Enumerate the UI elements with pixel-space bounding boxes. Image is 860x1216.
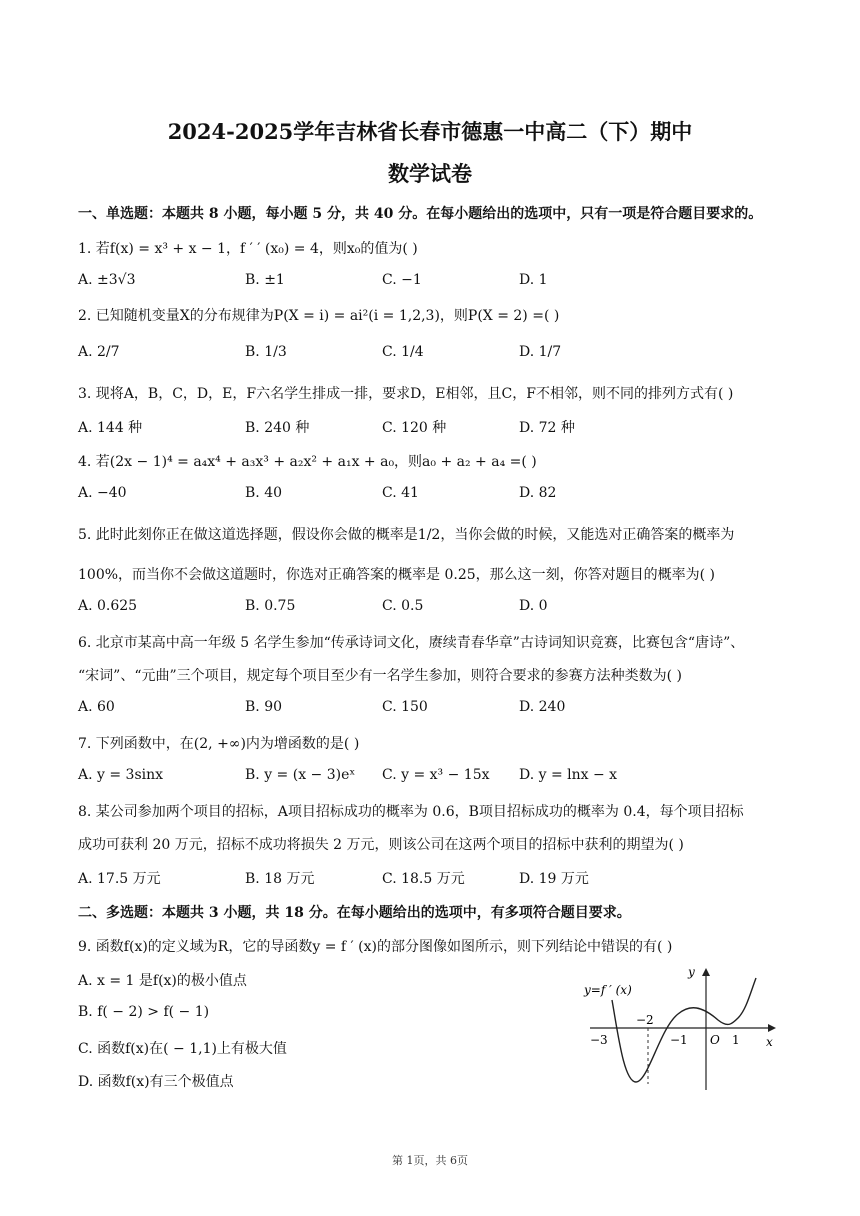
section-heading-single-choice: 一、单选题：本题共 8 小题，每小题 5 分，共 40 分。在每小题给出的选项中，只有一项是符合题目要求的。	[78, 206, 763, 222]
option-a: A. 17.5 万元	[78, 871, 161, 887]
option-c: C. 150	[382, 699, 428, 715]
option-b: B. 1/3	[245, 344, 287, 360]
x-axis-arrow-icon	[768, 1024, 776, 1032]
option-c: C. 1/4	[382, 344, 424, 360]
option-a: A. ±3√3	[78, 272, 136, 288]
option-d: D. 1	[519, 272, 548, 288]
option-c: C. 18.5 万元	[382, 871, 465, 887]
option-b: B. y = (x − 3)eˣ	[245, 767, 356, 783]
tick-label: −2	[636, 1013, 654, 1027]
tick-label: −1	[670, 1033, 688, 1047]
question-stem: 2. 已知随机变量X的分布规律为P(X = i) = ai²(i = 1,2,3)，则P(X = 2) =( )	[78, 308, 560, 324]
page-subtitle: 数学试卷	[388, 161, 472, 186]
option-a: A. 2/7	[78, 344, 120, 360]
option-b: B. 90	[245, 699, 283, 715]
question-stem: 1. 若f(x) = x³ + x − 1，f ′ ′ (x₀) = 4，则x₀的值为( )	[78, 241, 418, 257]
page-title: 2024-2025学年吉林省长春市德惠一中高二（下）期中	[167, 119, 693, 144]
tick-label: −3	[590, 1033, 608, 1047]
question-stem-continued: 100%，而当你不会做这道题时，你选对正确答案的概率是 0.25，那么这一刻，你答对题目的概率为( )	[78, 567, 716, 583]
curve-label: y=f ′ (x)	[584, 983, 632, 997]
option-d: D. 0	[519, 598, 548, 614]
question-stem: 7. 下列函数中，在(2, +∞)内为增函数的是( )	[78, 736, 360, 752]
option-c: C. −1	[382, 272, 422, 288]
option-d: D. 19 万元	[519, 871, 589, 887]
option-c: C. 41	[382, 485, 419, 501]
option-a: A. 0.625	[78, 598, 138, 614]
option-d: D. 240	[519, 699, 566, 715]
option-a: A. x = 1 是f(x)的极小值点	[78, 973, 247, 989]
option-d: D. 函数f(x)有三个极值点	[78, 1074, 234, 1090]
option-d: D. 1/7	[519, 344, 562, 360]
question-stem: 4. 若(2x − 1)⁴ = a₄x⁴ + a₃x³ + a₂x² + a₁x + a₀，则a₀ + a₂ + a₄ =( )	[78, 454, 537, 470]
y-axis-label: y	[688, 965, 695, 979]
question-stem: 5. 此时此刻你正在做这道选择题，假设你会做的概率是1/2，当你会做的时候，又能选对正确答案的概率为	[78, 527, 735, 543]
option-c: C. 函数f(x)在( − 1,1)上有极大值	[78, 1041, 287, 1057]
option-b: B. 240 种	[245, 420, 310, 436]
option-c: C. y = x³ − 15x	[382, 767, 490, 783]
derivative-curve	[612, 978, 756, 1082]
option-b: B. 40	[245, 485, 283, 501]
option-b: B. ±1	[245, 272, 285, 288]
question-stem: 3. 现将A，B，C，D，E，F六名学生排成一排，要求D，E相邻，且C，F不相邻，则不同的排列方式有( )	[78, 386, 734, 402]
question-stem: 8. 某公司参加两个项目的招标，A项目招标成功的概率为 0.6，B项目招标成功的概率为 0.4，每个项目招标	[78, 804, 744, 820]
option-c: C. 0.5	[382, 598, 424, 614]
option-d: D. y = lnx − x	[519, 767, 618, 783]
option-b: B. 0.75	[245, 598, 296, 614]
option-c: C. 120 种	[382, 420, 447, 436]
x-axis-label: x	[766, 1035, 773, 1049]
option-d: D. 72 种	[519, 420, 575, 436]
page-footer: 第 1页，共 6页	[392, 1154, 468, 1167]
y-axis-arrow-icon	[702, 968, 710, 976]
derivative-graph-figure	[578, 964, 778, 1094]
option-d: D. 82	[519, 485, 557, 501]
question-stem: 6. 北京市某高中高一年级 5 名学生参加“传承诗词文化，赓续青春华章”古诗词知识竞赛，比赛包含“唐诗”、	[78, 635, 745, 651]
option-a: A. y = 3sinx	[78, 767, 164, 783]
question-stem: 9. 函数f(x)的定义域为R，它的导函数y = f ′ (x)的部分图像如图所示，则下列结论中错误的有( )	[78, 939, 673, 955]
option-a: A. −40	[78, 485, 127, 501]
question-stem-continued: “宋词”、“元曲”三个项目，规定每个项目至少有一名学生参加，则符合要求的参赛方法种类数为( )	[78, 668, 683, 684]
question-stem-continued: 成功可获利 20 万元，招标不成功将损失 2 万元，则该公司在这两个项目的招标中获利的期望为( )	[78, 837, 684, 853]
tick-label: O	[710, 1033, 720, 1047]
section-heading-multiple-choice: 二、多选题：本题共 3 小题，共 18 分。在每小题给出的选项中，有多项符合题目要求。	[78, 905, 631, 921]
tick-label: 1	[732, 1033, 740, 1047]
option-a: A. 144 种	[78, 420, 143, 436]
option-b: B. f( − 2) > f( − 1)	[78, 1004, 210, 1020]
option-b: B. 18 万元	[245, 871, 315, 887]
option-a: A. 60	[78, 699, 115, 715]
